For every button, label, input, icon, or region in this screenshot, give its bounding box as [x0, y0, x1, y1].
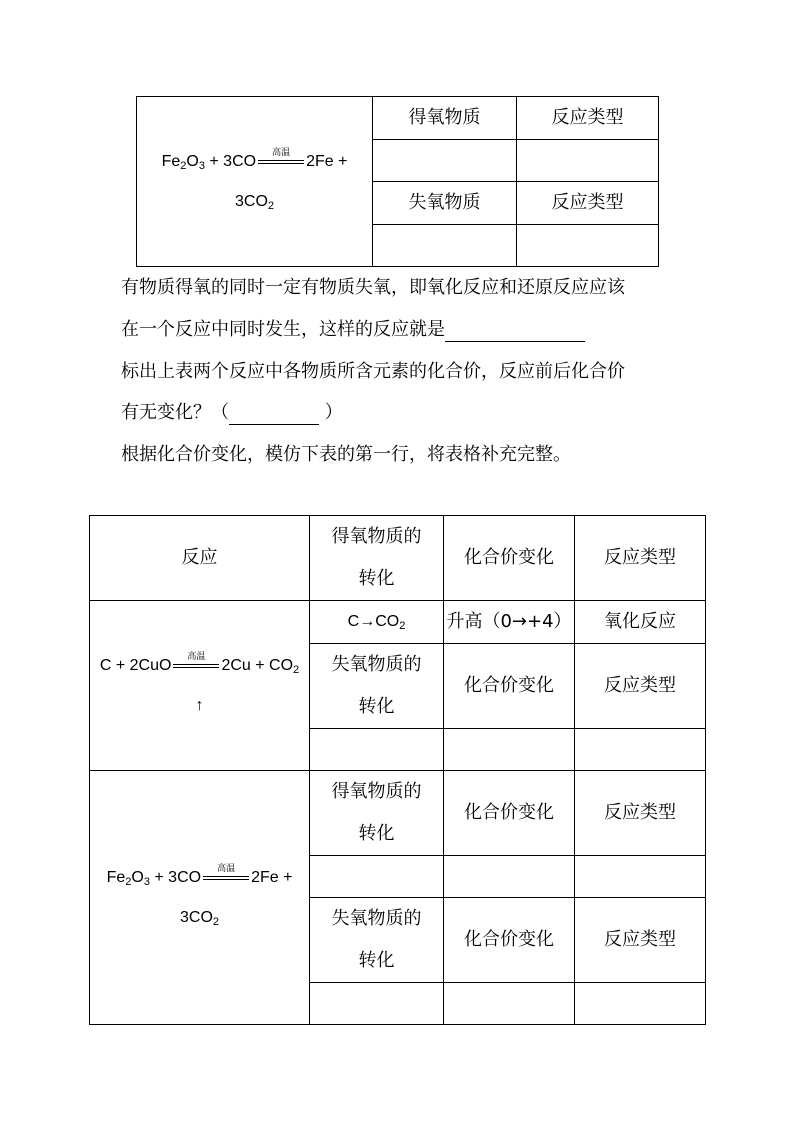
- blank-cell[interactable]: [373, 225, 517, 267]
- equation-line-1: $Fe_2O_3 + 3CO$ 高温 2Fe +: [106, 863, 293, 888]
- equation-cell: [90, 771, 310, 1025]
- header-oxygen-gaining: 得氧物质: [373, 97, 517, 140]
- equation-cell: [137, 97, 373, 267]
- equation-line-2: [90, 686, 309, 726]
- equation-line-2: $3CO_2$: [234, 192, 275, 212]
- reaction-type-cell: 氧化反应: [575, 601, 706, 644]
- header-oxygen-losing: 失氧物质: [373, 182, 517, 225]
- header-oxygen-gaining-conversion: 得氧物质的 转化: [310, 516, 444, 601]
- answer-blank[interactable]: [229, 404, 319, 425]
- header-reaction-type: 反应类型: [575, 516, 706, 601]
- header-oxygen-losing-conversion: 失氧物质的 转化: [310, 644, 444, 729]
- header-reaction-type: 反应类型: [517, 97, 659, 140]
- valence-change-cell: 升高（0→+4）: [444, 601, 575, 644]
- paragraph-line: 有无变化？（ ）: [121, 402, 343, 423]
- reaction-table-2: [89, 515, 706, 1025]
- blank-cell[interactable]: [310, 983, 444, 1025]
- header-valence-change: 化合价变化: [444, 771, 575, 856]
- header-reaction: 反应: [90, 516, 310, 601]
- equation-line-1: C + 2CuO 高温 $2Cu + CO_2$: [99, 651, 300, 676]
- header-reaction-type: 反应类型: [575, 898, 706, 983]
- reaction-condition: 高温: [258, 153, 304, 169]
- equation-line-2: $3CO_2$: [179, 908, 220, 928]
- header-oxygen-gaining-conversion: 得氧物质的 转化: [310, 771, 444, 856]
- blank-cell[interactable]: [517, 225, 659, 267]
- header-valence-change: 化合价变化: [444, 898, 575, 983]
- blank-cell[interactable]: [444, 983, 575, 1025]
- answer-blank[interactable]: [445, 321, 585, 342]
- reaction-table-1: [136, 96, 659, 267]
- reaction-condition: 高温: [173, 657, 219, 673]
- equation-line-1: $Fe_2O_3 + 3CO$ 高温 2Fe +: [161, 147, 348, 172]
- blank-cell[interactable]: [310, 729, 444, 771]
- header-reaction-type: 反应类型: [575, 771, 706, 856]
- header-oxygen-losing-conversion: 失氧物质的 转化: [310, 898, 444, 983]
- blank-cell[interactable]: [444, 856, 575, 898]
- reaction-condition: 高温: [203, 869, 249, 885]
- header-reaction-type: 反应类型: [517, 182, 659, 225]
- blank-cell[interactable]: [373, 140, 517, 182]
- blank-cell[interactable]: [517, 140, 659, 182]
- blank-cell[interactable]: [444, 729, 575, 771]
- header-valence-change: 化合价变化: [444, 516, 575, 601]
- arrow-icon: →: [359, 613, 376, 630]
- blank-cell[interactable]: [575, 983, 706, 1025]
- header-reaction-type: 反应类型: [575, 644, 706, 729]
- paragraph-line: 有物质得氧的同时一定有物质失氧，即氧化反应和还原反应应该: [121, 277, 625, 298]
- equation-cell: [90, 601, 310, 771]
- paragraph-line: 在一个反应中同时发生，这样的反应就是: [121, 318, 585, 342]
- paragraph-line: 根据化合价变化，模仿下表的第一行，将表格补充完整。: [121, 444, 571, 465]
- gas-arrow-icon: ↑: [195, 696, 204, 714]
- conversion-cell: $C\to CO_2$: [310, 601, 444, 644]
- blank-cell[interactable]: [575, 729, 706, 771]
- blank-cell[interactable]: [575, 856, 706, 898]
- blank-cell[interactable]: [310, 856, 444, 898]
- paragraph-line: 标出上表两个反应中各物质所含元素的化合价，反应前后化合价: [121, 361, 625, 382]
- header-valence-change: 化合价变化: [444, 644, 575, 729]
